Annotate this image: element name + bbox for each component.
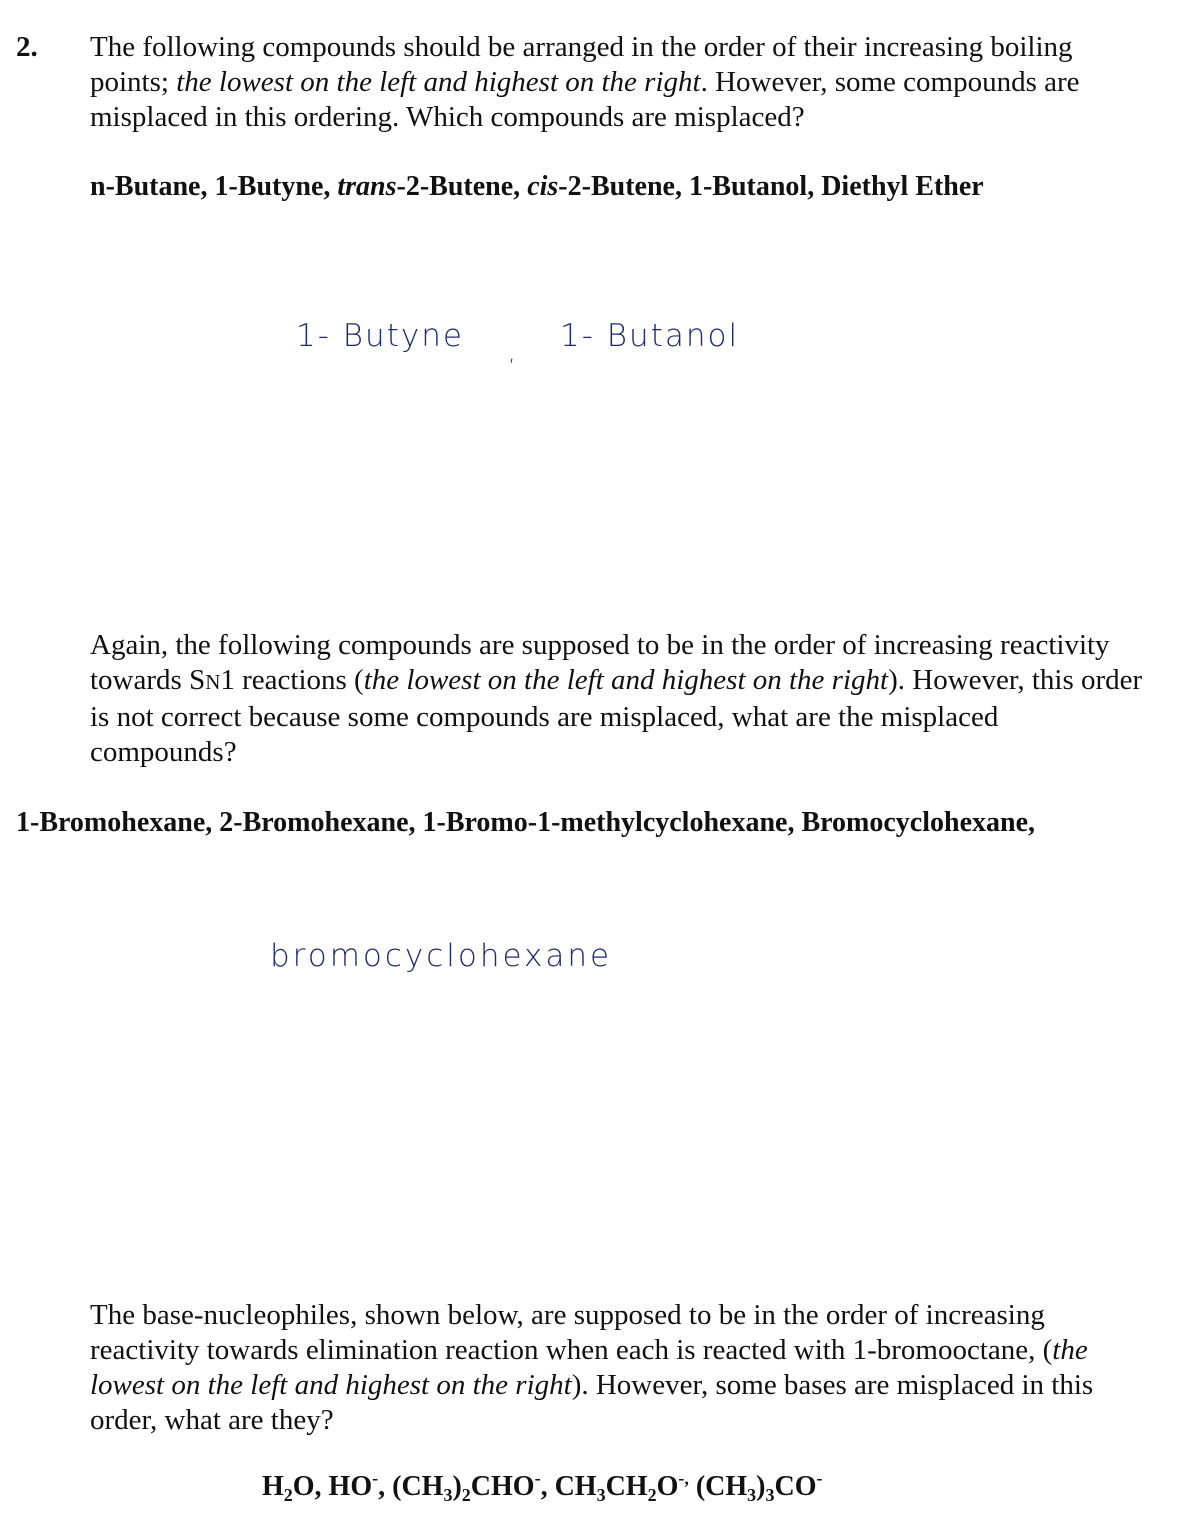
part1-italic: the lowest on the left and highest on the right: [176, 66, 701, 98]
part1-answer-first: 1- Butyne: [296, 318, 464, 354]
formula-sub: 3: [747, 1485, 757, 1505]
part2-compound-list: 1-Bromohexane, 2-Bromohexane, 1-Bromo-1-methylcyclohexane, Bromocyclohexane,: [16, 807, 1036, 838]
formula-text: CHO: [470, 1471, 535, 1502]
part1-compound-list: [90, 170, 984, 204]
formula-text: ): [756, 1471, 766, 1502]
formula-text: ): [452, 1471, 462, 1502]
list-text: n-Butane, 1-Butyne,: [90, 171, 338, 202]
formula-sub: 3: [443, 1485, 453, 1505]
formula-text: CH: [605, 1471, 648, 1502]
list-italic: trans: [337, 171, 397, 202]
formula-sub: 3: [765, 1485, 775, 1505]
formula-sub: 2: [283, 1485, 293, 1505]
formula-sub: 2: [647, 1485, 657, 1505]
part3-outro: ). However, some bases are misplaced in this order, what are they?: [90, 1369, 1094, 1436]
formula-text: , (CH: [378, 1471, 444, 1502]
part3-base-list: [262, 1470, 823, 1504]
formula-text: CO: [774, 1471, 817, 1502]
list-text: -2-Butene,: [396, 171, 528, 202]
part2-intro-b: 1 reactions (: [220, 664, 364, 696]
formula-sup: -: [372, 1468, 379, 1488]
part2-outro: ). However, this order is not correct because some compounds are misplaced, what are the misplaced compounds?: [90, 664, 1143, 768]
part1-outro: . However, some compounds are misplaced in this ordering. Which compounds are misplaced?: [90, 66, 1080, 133]
formula-text: O, HO: [292, 1471, 373, 1502]
part3-italic: the lowest on the left and highest on the right: [90, 1334, 1088, 1401]
part1-answer-second: 1- Butanol: [560, 318, 740, 354]
part2-smallcap: N: [205, 670, 221, 694]
formula-sup: -: [816, 1468, 823, 1488]
part2-prompt: [90, 628, 1150, 770]
part3-intro: The base-nucleophiles, shown below, are supposed to be in the order of increasing reactivity towards elimination reaction when each is reacted with 1-bromooctane, (: [90, 1299, 1053, 1366]
formula-text: (CH: [688, 1471, 748, 1502]
part2-answer: bromocyclohexane: [270, 938, 613, 974]
part2-italic: the lowest on the left and highest on the right: [363, 664, 889, 696]
formula-sup: -,: [678, 1468, 689, 1488]
formula-text: H: [262, 1471, 284, 1502]
part1-prompt: [90, 30, 1150, 135]
question-number: 2.: [16, 31, 38, 63]
part2-intro: Again, the following compounds are supposed to be in the order of increasing reactivity towards S: [90, 629, 1110, 696]
part1-intro: The following compounds should be arranged in the order of their increasing boiling points;: [90, 31, 1073, 98]
part3-prompt: [90, 1298, 1150, 1438]
formula-text: , CH: [540, 1471, 597, 1502]
part1-answer-separator: ,: [508, 338, 518, 366]
formula-sub: 2: [461, 1485, 471, 1505]
list-text: -2-Butene, 1-Butanol, Diethyl Ether: [558, 171, 984, 202]
formula-text: O: [656, 1471, 679, 1502]
formula-sub: 3: [596, 1485, 606, 1505]
list-italic: cis: [527, 171, 559, 202]
formula-sup: -: [534, 1468, 541, 1488]
